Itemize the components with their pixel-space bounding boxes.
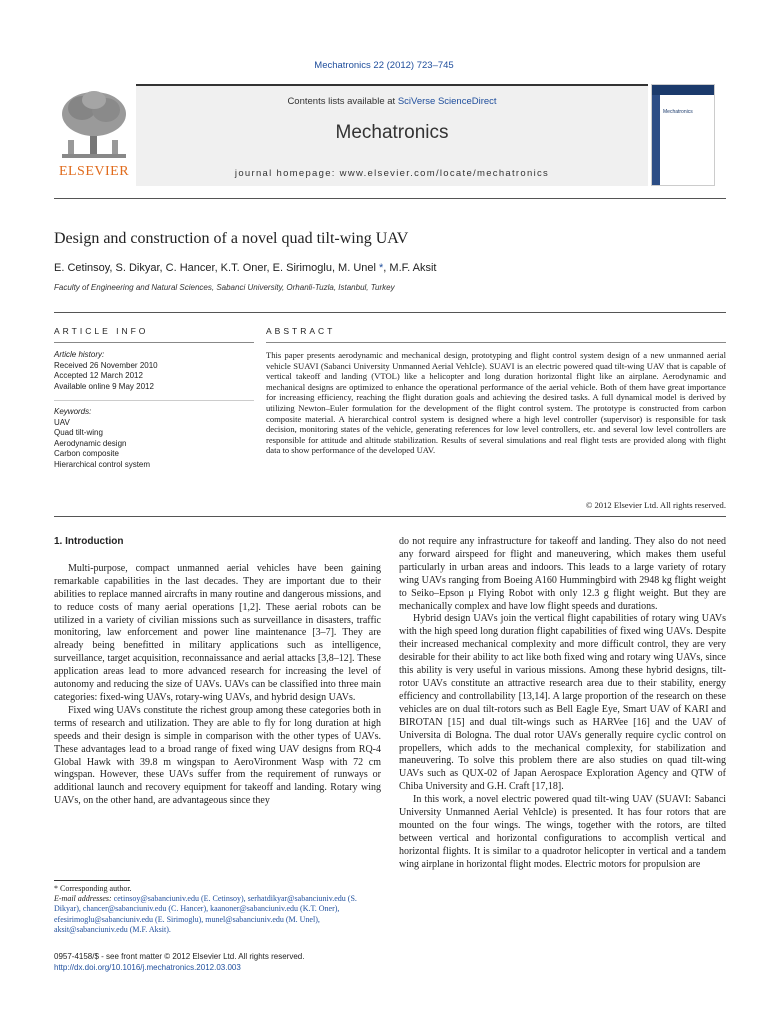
history-accepted: Accepted 12 March 2012 xyxy=(54,371,143,380)
author-list xyxy=(54,262,436,274)
journal-header xyxy=(54,84,650,184)
email-list[interactable]: cetinsoy@sabanciuniv.edu (E. Cetinsoy), serhatdikyar@sabanciuniv.edu (S. Dikyar), chancer@sabanciuniv.edu (C. Hancer), kaanoner@sabanciuniv.edu (K.T. Oner), efesirimoglu@sabanciuniv.edu (E. Sirimoglu), munel@sabanciuniv.edu (M. Unel), aksit@sabanciuniv.edu (M.F. Aksit). xyxy=(54,894,357,934)
paragraph: In this work, a novel electric powered quad tilt-wing UAV (SUAVI: Sabanci University Unmanned Aerial VehIcle) is presented. It has four rotors that are mounted on the four wings. The wings, together with the rotors, are tilted between vertical and horizontal configurations to accomplish vertical and horizontal flights. It is similar to a quadrotor helicopter in vertical and a tandem wing airplane in horizontal flight modes. Electric motors for propulsion are xyxy=(399,794,726,870)
publisher-name: ELSEVIER xyxy=(58,164,130,179)
abstract-heading: ABSTRACT xyxy=(266,326,336,336)
elsevier-logo xyxy=(54,84,134,184)
abstract-bottom-divider xyxy=(54,516,726,517)
keywords-label: Keywords: xyxy=(54,407,92,416)
journal-reference[interactable]: Mechatronics 22 (2012) 723–745 xyxy=(314,60,454,71)
article-info xyxy=(54,350,254,470)
header-divider xyxy=(54,198,726,199)
journal-banner xyxy=(136,84,648,186)
paragraph: do not require any infrastructure for takeoff and landing. They also do not need any forward airspeed for flight and maneuvering, which makes them useful particularly in urban areas and indoors. This leads to a large variety of rotary wing UAVs ranging from Boeing A160 Hummingbird with 2948 kg flight weight to Seiko–Epson μ Flying Robot with only 12.3 g flight weight. But they are mechanically complex and have low flight speeds and durations. xyxy=(399,536,726,612)
corresponding-author-mark[interactable]: * xyxy=(379,262,384,274)
sciencedirect-link[interactable]: SciVerse ScienceDirect xyxy=(397,96,497,107)
abstract-text: This paper presents aerodynamic and mechanical design, prototyping and flight control system design of a new unmanned aerial vehicle SUAVI (Sabanci University Unmanned Aerial VehIcle). SUAVI is an electric powered quad tilt-wing UAV that is capable of vertical takeoff and landing (VTOL) like a helicopter and long duration horizontal flight like an airplane. Aerodynamic and mechanical designs are optimized to enhance the operational performance of the aerial vehicle. Both of them have great importance for increasing efficiency, reaching the flight duration goals and achieving the desired tasks. A full dynamical model is derived by utilizing Newton–Euler formulation for the development of the flight control system. The prototype is constructed from carbon composite material. A hierarchical control system is designed where a high level controller (supervisor) is responsible for task decision, monitoring states of the vehicle, generating references for low level controllers, etc. and several low level controllers are responsible for attitude and altitude stabilization. Results of several simulations and real flight tests are provided along with flight data to show performance of the developed UAV. xyxy=(266,350,726,456)
cover-band xyxy=(652,85,714,95)
paragraph: Multi-purpose, compact unmanned aerial vehicles have been gaining remarkable capabilities in the last decades. They are important due to their abilities to replace manned aircrafts in many routine and dangerous missions, and to reduce costs of many aerial operations [1,2]. These aerial robots can be utilized in a variety of civilian missions such as surveillance in disasters, traffic monitoring, law enforcement and power line maintenance [3–7]. They are already being benefitted in military applications such as intelligence, surveillance, target acquisition, reconnaissance and aerial attacks [3,8–12]. These application areas lead to more advanced research for increasing the level of autonomy and reducing the size of UAVs. UAVs can be classified into three main categories: fixed-wing UAVs, rotary-wing UAVs, and hybrid design UAVs. xyxy=(54,562,381,703)
history-online: Available online 9 May 2012 xyxy=(54,381,154,391)
email-addresses xyxy=(54,894,381,935)
keyword: Carbon composite xyxy=(54,449,119,458)
contents-prefix: Contents lists available at xyxy=(287,96,398,107)
paragraph: Fixed wing UAVs constitute the richest group among these categories both in terms of research and utilization. They are able to fly for long duration at high speeds and their design is simple in comparison with the other types of UAVs. These advantages lead to a broad range of fixed wing UAV designs from RQ-4 Global Hawk with 39.8 m wingspan to AeroVironment Wasp with 72 cm wingspan. However, these UAVs suffer from the requirement of runways or additional launch and recovery equipment for takeoff and landing. Rotary wing UAVs, on the other hand, are advantageous since they xyxy=(54,704,381,807)
tree-icon xyxy=(54,84,134,164)
abstract-copyright: © 2012 Elsevier Ltd. All rights reserved. xyxy=(585,500,726,510)
article-title: Design and construction of a novel quad tilt-wing UAV xyxy=(54,230,409,247)
authors-main: E. Cetinsoy, S. Dikyar, C. Hancer, K.T. Oner, E. Sirimoglu, M. Unel xyxy=(54,262,380,274)
section-heading-introduction: 1. Introduction xyxy=(54,536,124,547)
body-column-right xyxy=(399,536,726,872)
info-divider xyxy=(54,342,254,343)
journal-homepage[interactable]: journal homepage: www.elsevier.com/locate/mechatronics xyxy=(234,168,550,179)
front-matter xyxy=(54,952,381,973)
keyword: Aerodynamic design xyxy=(54,438,127,448)
corresponding-author-note: * Corresponding author. xyxy=(54,884,132,893)
email-label: E-mail addresses: xyxy=(54,894,114,904)
history-label: Article history: xyxy=(54,350,105,359)
keyword: UAV xyxy=(54,417,70,427)
article-info-heading: ARTICLE INFO xyxy=(54,326,149,336)
issn-line: 0957-4158/$ - see front matter © 2012 Elsevier Ltd. All rights reserved. xyxy=(54,952,305,961)
keyword: Hierarchical control system xyxy=(54,459,151,469)
authors-last: , M.F. Aksit xyxy=(383,262,437,274)
cover-title: Mechatronics xyxy=(663,109,693,115)
keyword: Quad tilt-wing xyxy=(54,428,103,437)
cover-side-band xyxy=(652,95,660,185)
abstract-divider xyxy=(266,342,726,343)
journal-name: Mechatronics xyxy=(335,122,449,143)
paragraph: Hybrid design UAVs join the vertical flight capabilities of rotary wing UAVs with the high speed long duration flight capabilities of fixed wing UAVs. Despite their increased mechanical complexity and more difficult control, they are very desirable for their ability to act like both fixed wing and rotary wing UAVs, since this ability is very useful in various missions. Among these hybrid designs, tilt-rotor UAVs constitute an attractive research area due to their stability, energy efficiency and controllability [13,14]. A large proportion of the research on these vehicles are on dual tilt-rotors such as Bell Eagle Eye, Smart UAV of KARI and BIROTAN [15] and dual tilt-wings such as HARVee [16] and the UAV of Universita di Bologna. The dual rotor UAVs generally require cyclic control on propellers, which adds to the mechanical complexity, for stabilization and maneuvering. To solve this problem there are also studies on quad tilt-wing UAVs such as QUX-02 of Japan Aerospace Exploration Agency and QTW of Chiba University and G.H. Craft [17,18]. xyxy=(399,613,726,793)
footnote-divider xyxy=(54,880,130,881)
info-separator xyxy=(54,400,254,401)
footnote xyxy=(54,884,381,935)
doi-link[interactable]: http://dx.doi.org/10.1016/j.mechatronics.2012.03.003 xyxy=(54,962,241,972)
contents-line xyxy=(136,96,648,107)
history-received: Received 26 November 2010 xyxy=(54,360,158,370)
affiliation: Faculty of Engineering and Natural Sciences, Sabanci University, Orhanli-Tuzla, Istanbul, Turkey xyxy=(54,283,395,292)
body-column-left xyxy=(54,536,381,808)
front-divider xyxy=(54,312,726,313)
journal-cover-thumbnail xyxy=(651,84,715,186)
